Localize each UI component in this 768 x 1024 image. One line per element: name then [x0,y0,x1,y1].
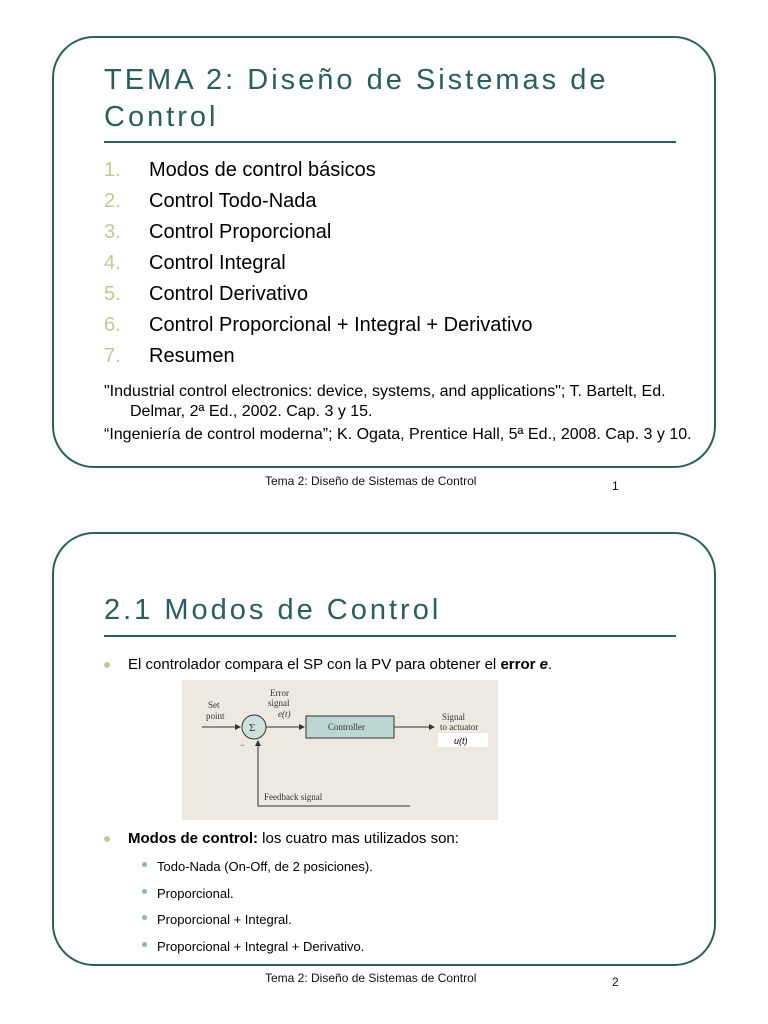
page-number: 2 [612,975,619,989]
reference-bartelt: "Industrial control electronics: device, systems, and applications"; T. Bartelt, Ed. Delmar, 2ª Ed., 2002. Cap. 3 y 15. [104,383,666,420]
item-number: 6. [104,314,121,336]
reference-ogata: “Ingeniería de control moderna”; K. Ogata, Prentice Hall, 5ª Ed., 2008. Cap. 3 y 10. [104,426,692,443]
error-label-2: signal [268,698,290,708]
item-text: Control Proporcional + Integral + Derivativo [149,314,533,336]
sub-item-text: Proporcional + Integral + Derivativo. [157,939,365,954]
error-label: Error [270,688,289,698]
item-number: 5. [104,283,121,305]
controller-label: Controller [328,722,365,732]
sub-item [142,939,364,954]
list-item [104,280,533,311]
item-text: Control Integral [149,252,286,274]
sub-item-text: Proporcional + Integral. [157,912,292,927]
list-item [104,218,533,249]
control-loop-diagram [182,680,498,820]
sub-bullet-icon [142,942,147,947]
setpoint-label: Set [208,700,220,710]
minus-sign: − [240,740,246,750]
sub-item-text: Todo-Nada (On-Off, de 2 posiciones). [157,859,373,874]
slide-1 [52,36,716,468]
item-text: Control Derivativo [149,283,308,305]
sub-bullet-icon [142,915,147,920]
bullet-error [104,656,552,673]
item-text: Control Proporcional [149,221,332,243]
bullet-modes [104,830,459,847]
bullet-icon [104,836,110,842]
error-var: e(t) [278,709,291,719]
output-var: u(t) [454,736,468,746]
slide-footer: Tema 2: Diseño de Sistemas de Control [265,474,477,488]
slide-title: 2.1 Modos de Control [104,594,442,626]
bullet-text-end: . [547,656,553,673]
bullet-text [128,830,459,847]
sub-bullet-icon [142,889,147,894]
item-text: Control Todo-Nada [149,190,317,212]
bullet-text-bold: Modos de control: [128,830,258,847]
list-item [104,156,533,187]
page-number: 1 [612,479,619,493]
bullet-text [128,656,552,673]
signal-label-2: to actuator [440,722,479,732]
sub-item [142,912,292,927]
feedback-label: Feedback signal [264,792,323,802]
item-text: Resumen [149,345,235,367]
sub-item-text: Proporcional. [157,886,234,901]
item-text: Modos de control básicos [149,159,376,181]
sum-symbol: Σ [249,722,256,734]
title-rule [104,141,676,143]
slide-title: TEMA 2: Diseño de Sistemas de Control [104,64,609,133]
sub-item [142,859,373,874]
item-number: 7. [104,345,121,367]
list-item [104,311,533,342]
contents-list [104,156,533,373]
title-rule [104,635,676,637]
references [104,382,704,448]
bullet-text-main: los cuatro mas utilizados son: [258,830,459,847]
bullet-text-main: El controlador compara el SP con la PV para obtener el [128,656,501,673]
signal-label: Signal [442,712,466,722]
sub-item [142,886,234,901]
list-item [104,342,533,373]
bullet-text-var: e [539,656,548,673]
bullet-text-bold: error [500,656,540,673]
slide-footer: Tema 2: Diseño de Sistemas de Control [265,971,477,985]
item-number: 1. [104,159,121,181]
list-item [104,249,533,280]
list-item [104,187,533,218]
item-number: 2. [104,190,121,212]
bullet-icon [104,662,110,668]
slide-2 [52,532,716,966]
item-number: 3. [104,221,121,243]
sub-bullet-icon [142,862,147,867]
setpoint-label-2: point [206,711,225,721]
item-number: 4. [104,252,121,274]
